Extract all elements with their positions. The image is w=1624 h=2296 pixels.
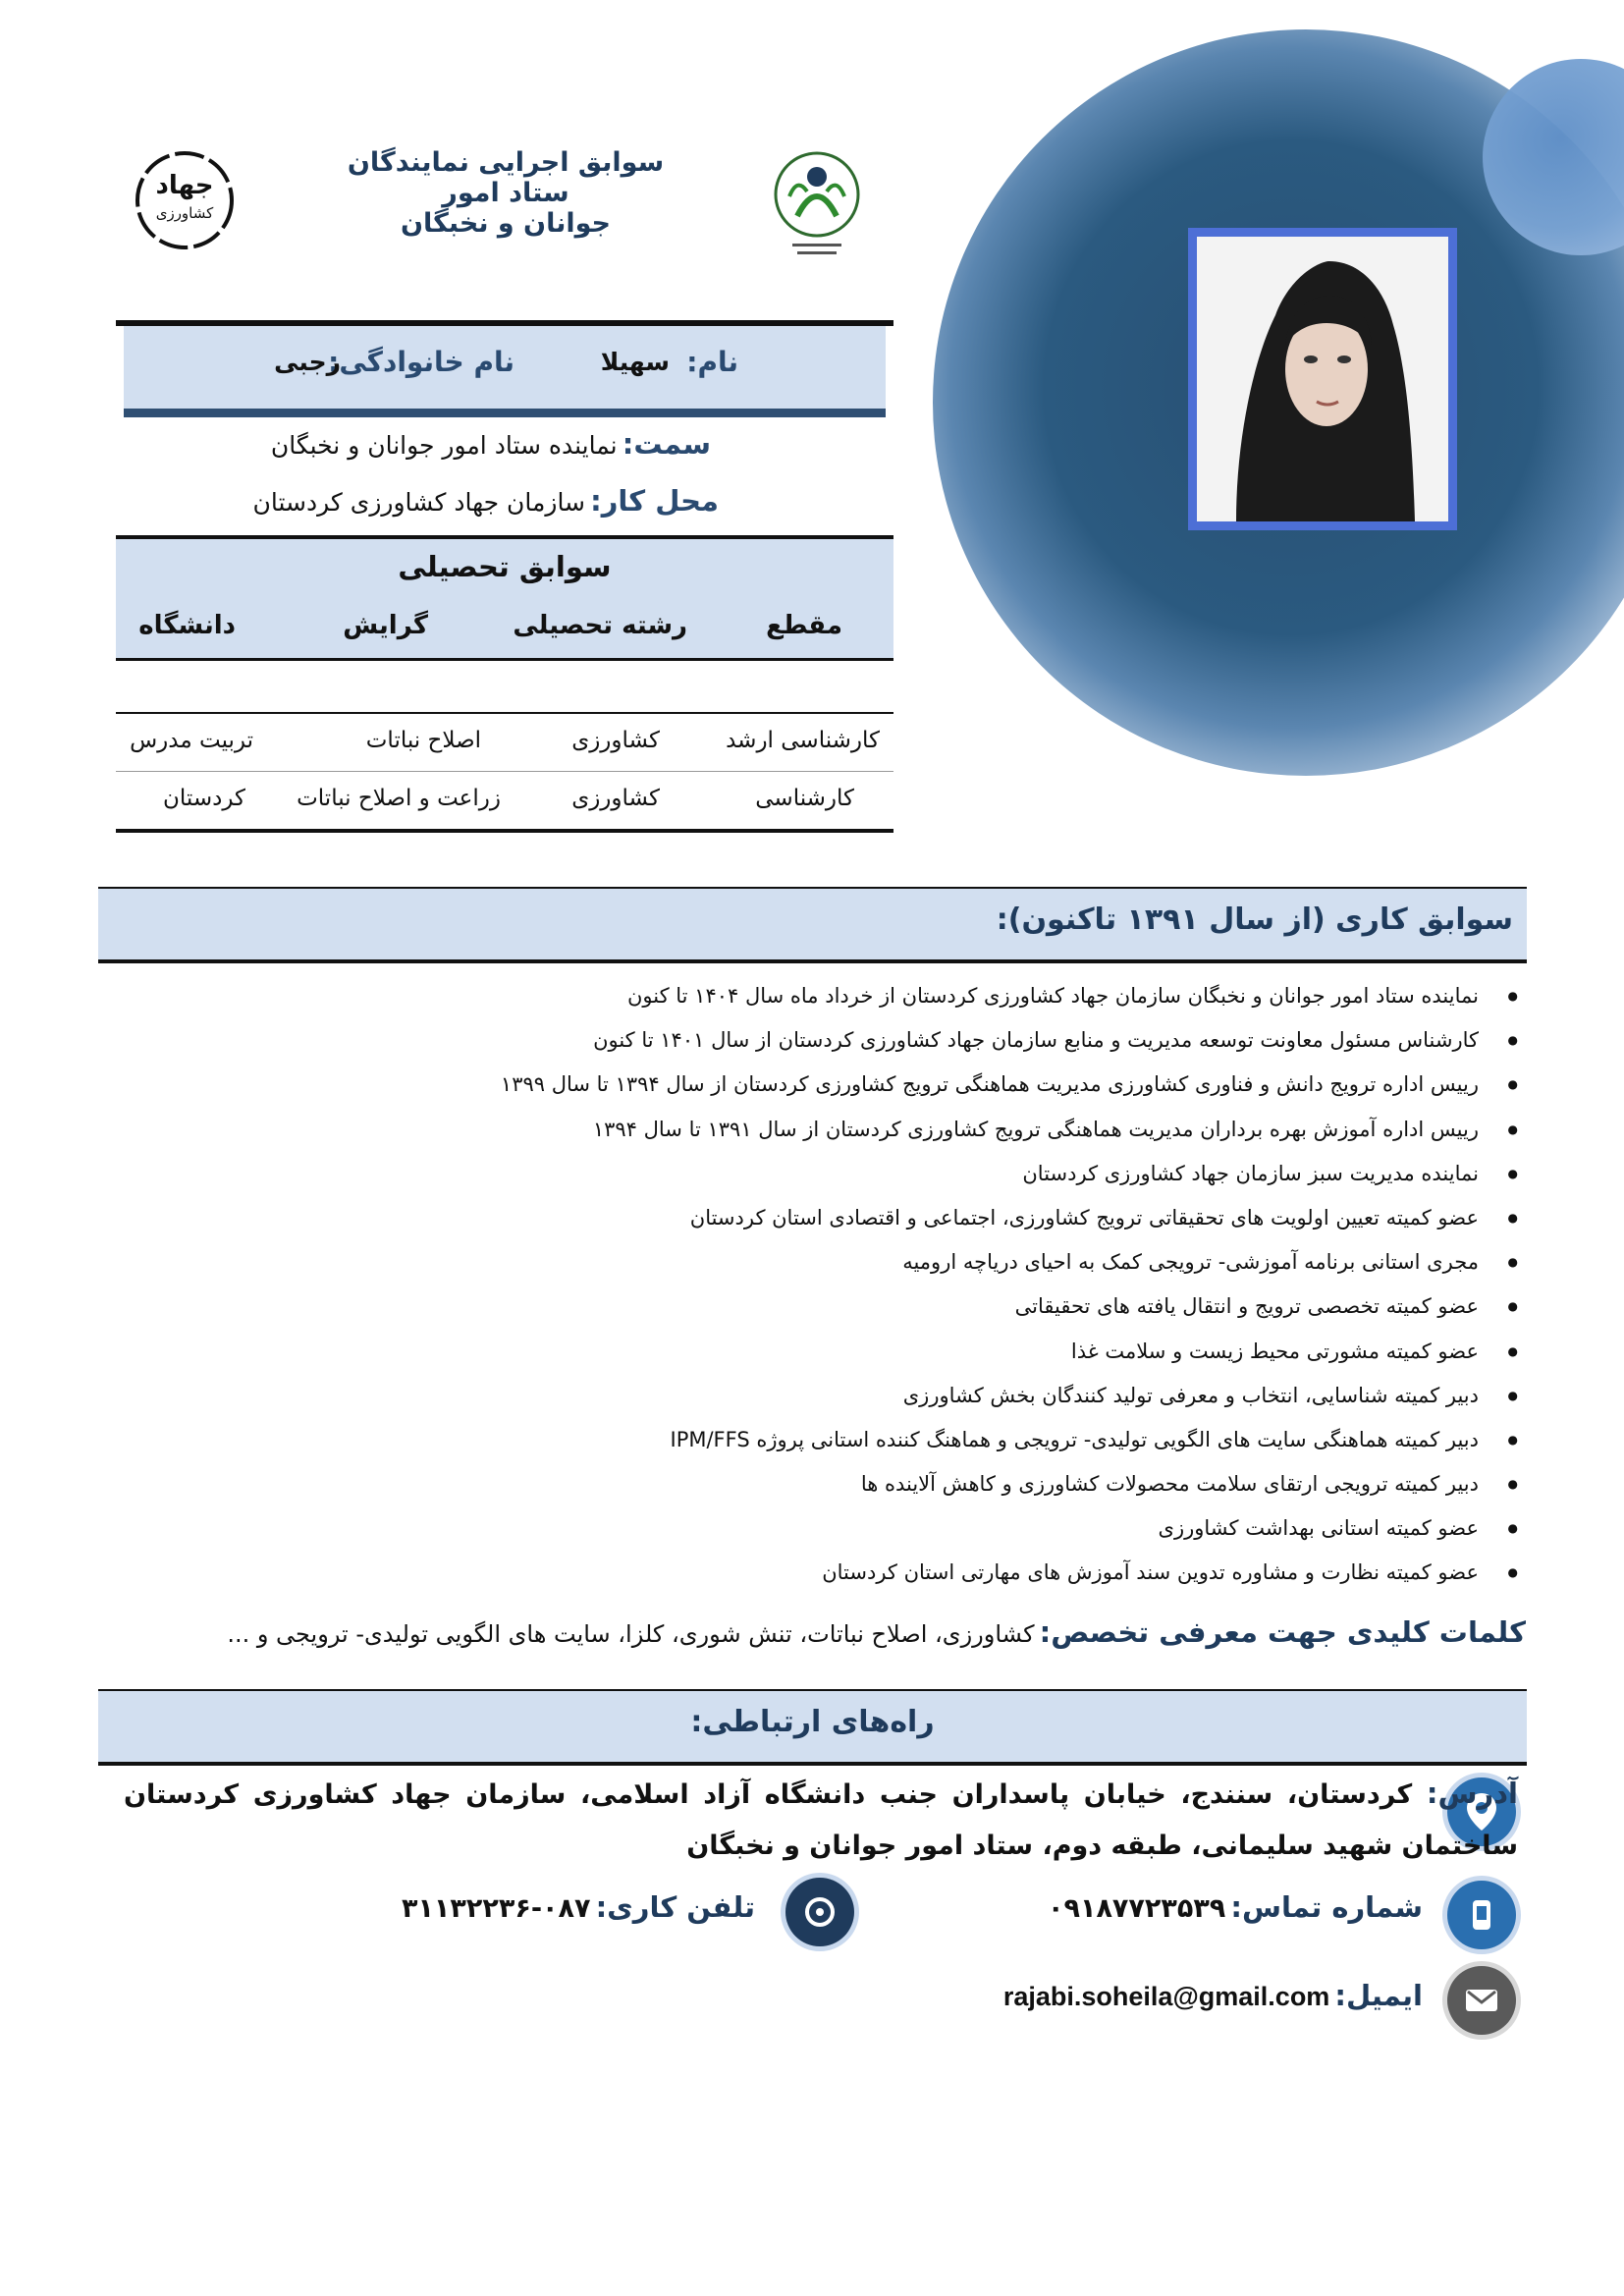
list-item: ● عضو کمیته تخصصی ترویج و انتقال یافته های تحقیقاتی — [242, 1287, 1518, 1332]
workplace-label: محل کار: — [590, 484, 719, 518]
person-silhouette-icon — [1197, 237, 1448, 521]
address-label: آدرس: — [1426, 1777, 1518, 1810]
email-label: ایمیل: — [1334, 1979, 1423, 2012]
list-item: ● عضو کمیته نظارت و مشاوره تدوین سند آموزش های مهارتی استان کردستان — [242, 1554, 1518, 1598]
page-title-line2: جوانان و نخبگان — [400, 208, 612, 239]
envelope-icon — [1447, 1966, 1516, 2035]
position-row — [271, 427, 711, 461]
contact-title: راه‌های ارتباطی: — [690, 1705, 935, 1739]
jahad-keshavarzi-logo — [126, 145, 244, 258]
education-table-header — [116, 599, 893, 661]
list-item: ● نماینده مدیریت سبز سازمان جهاد کشاورزی کردستان — [242, 1155, 1518, 1199]
list-item: ● رییس اداره ترویج دانش و فناوری کشاورزی مدیریت هماهنگی ترویج کشاورزی کردستان از سال ۱۳۹۴ تا سال ۱۳۹۹ — [242, 1066, 1518, 1110]
telephone-dial-icon — [785, 1878, 854, 1946]
last-name-value: رجبی — [274, 348, 341, 376]
logo-text-top: جهاد — [155, 171, 214, 200]
email-row — [1003, 1979, 1423, 2012]
list-item: ● رییس اداره آموزش بهره برداران مدیریت هماهنگی ترویج کشاورزی کردستان از سال ۱۳۹۱ تا سال ۱۳۹۴ — [242, 1111, 1518, 1155]
table-cell: زراعت و اصلاح نباتات — [297, 786, 501, 811]
name-bar — [124, 326, 886, 410]
work-phone-value: ۰۸۷-۳۱۱۳۲۲۳۶ — [401, 1893, 591, 1924]
keywords-label: کلمات کلیدی جهت معرفی تخصص: — [1039, 1615, 1526, 1649]
list-item: ● کارشناس مسئول معاونت توسعه مدیریت و منابع سازمان جهاد کشاورزی کردستان از سال ۱۴۰۱ تا کنون — [242, 1021, 1518, 1066]
contact-section-header — [98, 1689, 1527, 1766]
first-name-label: نام: — [686, 346, 738, 378]
work-history-list — [242, 977, 1518, 1599]
table-cell: تربیت مدرس — [130, 728, 253, 753]
table-cell: کارشناسی ارشد — [726, 728, 880, 753]
keywords-value: کشاورزی، اصلاح نباتات، تنش شوری، کلزا، سایت های الگویی تولیدی- ترویجی و ... — [227, 1620, 1035, 1648]
last-name-label: نام خانوادگی: — [328, 346, 514, 378]
table-row — [116, 771, 893, 829]
table-cell: کشاورزی — [571, 786, 660, 811]
first-name-value: سهیلا — [600, 348, 670, 376]
table-cell: کردستان — [163, 786, 245, 811]
profile-photo — [1197, 237, 1448, 521]
page-title-line1: سوابق اجرایی نمایندگان ستاد امور — [347, 147, 665, 208]
position-label: سمت: — [622, 427, 711, 461]
email-value[interactable]: rajabi.soheila@gmail.com — [1002, 1982, 1330, 2011]
column-header: رشته تحصیلی — [513, 611, 687, 640]
table-cell: اصلاح نباتات — [365, 728, 481, 753]
workplace-value: سازمان جهاد کشاورزی کردستان — [252, 488, 586, 517]
column-header: مقطع — [766, 611, 842, 640]
phone-value: ۰۹۱۸۷۷۲۳۵۳۹ — [1048, 1893, 1226, 1924]
table-cell: کارشناسی — [755, 786, 854, 811]
position-value: نماینده ستاد امور جوانان و نخبگان — [270, 431, 618, 460]
work-phone-label: تلفن کاری: — [595, 1890, 755, 1924]
workplace-row — [253, 484, 719, 518]
list-item: ● عضو کمیته استانی بهداشت کشاورزی — [242, 1509, 1518, 1554]
work-title: سوابق کاری (از سال ۱۳۹۱ تاکنون): — [996, 902, 1513, 937]
work-section-header — [98, 887, 1527, 963]
name-bar-bottom-border — [124, 409, 886, 417]
column-header: گرایش — [343, 611, 428, 640]
list-item: ● دبیر کمیته ترویجی ارتقای سلامت محصولات کشاورزی و کاهش آلاینده ها — [242, 1465, 1518, 1509]
table-row — [116, 714, 893, 771]
list-item: ● دبیر کمیته شناسایی، انتخاب و معرفی تولید کنندگان بخش کشاورزی — [242, 1377, 1518, 1421]
phone-row — [1048, 1890, 1423, 1924]
phone-label: شماره تماس: — [1230, 1890, 1423, 1924]
address-value: کردستان، سنندج، خیابان پاسداران جنب دانشگاه آزاد اسلامی، سازمان جهاد کشاورزی کردستان ساختمان شهید سلیمانی، طبقه دوم، ستاد امور جوانان و نخبگان — [124, 1779, 1518, 1861]
logo-text-bottom: کشاورزی — [155, 204, 214, 222]
column-header: دانشگاه — [138, 611, 236, 640]
address-block — [124, 1768, 1518, 1872]
phone-icon — [1447, 1881, 1516, 1949]
list-item: ● نماینده ستاد امور جوانان و نخبگان سازمان جهاد کشاورزی کردستان از خرداد ماه سال ۱۴۰۴ تا کنون — [242, 977, 1518, 1021]
list-item: ● عضو کمیته مشورتی محیط زیست و سلامت غذا — [242, 1333, 1518, 1377]
list-item: ● مجری استانی برنامه آموزشی- ترویجی کمک به احیای دریاچه ارومیه — [242, 1243, 1518, 1287]
keywords-row — [92, 1615, 1526, 1649]
list-item: ● عضو کمیته تعیین اولویت های تحقیقاتی ترویج کشاورزی، اجتماعی و اقتصادی استان کردستان — [242, 1199, 1518, 1243]
education-section-header — [116, 535, 893, 603]
education-title: سوابق تحصیلی — [398, 550, 612, 583]
list-item: ● دبیر کمیته هماهنگی سایت های الگویی تولیدی- ترویجی و هماهنگ کننده استانی پروژه IPM/FFS — [242, 1421, 1518, 1465]
ministry-logo — [768, 147, 866, 265]
education-table — [116, 712, 893, 833]
table-cell: کشاورزی — [571, 728, 660, 753]
work-phone-row — [402, 1890, 755, 1924]
